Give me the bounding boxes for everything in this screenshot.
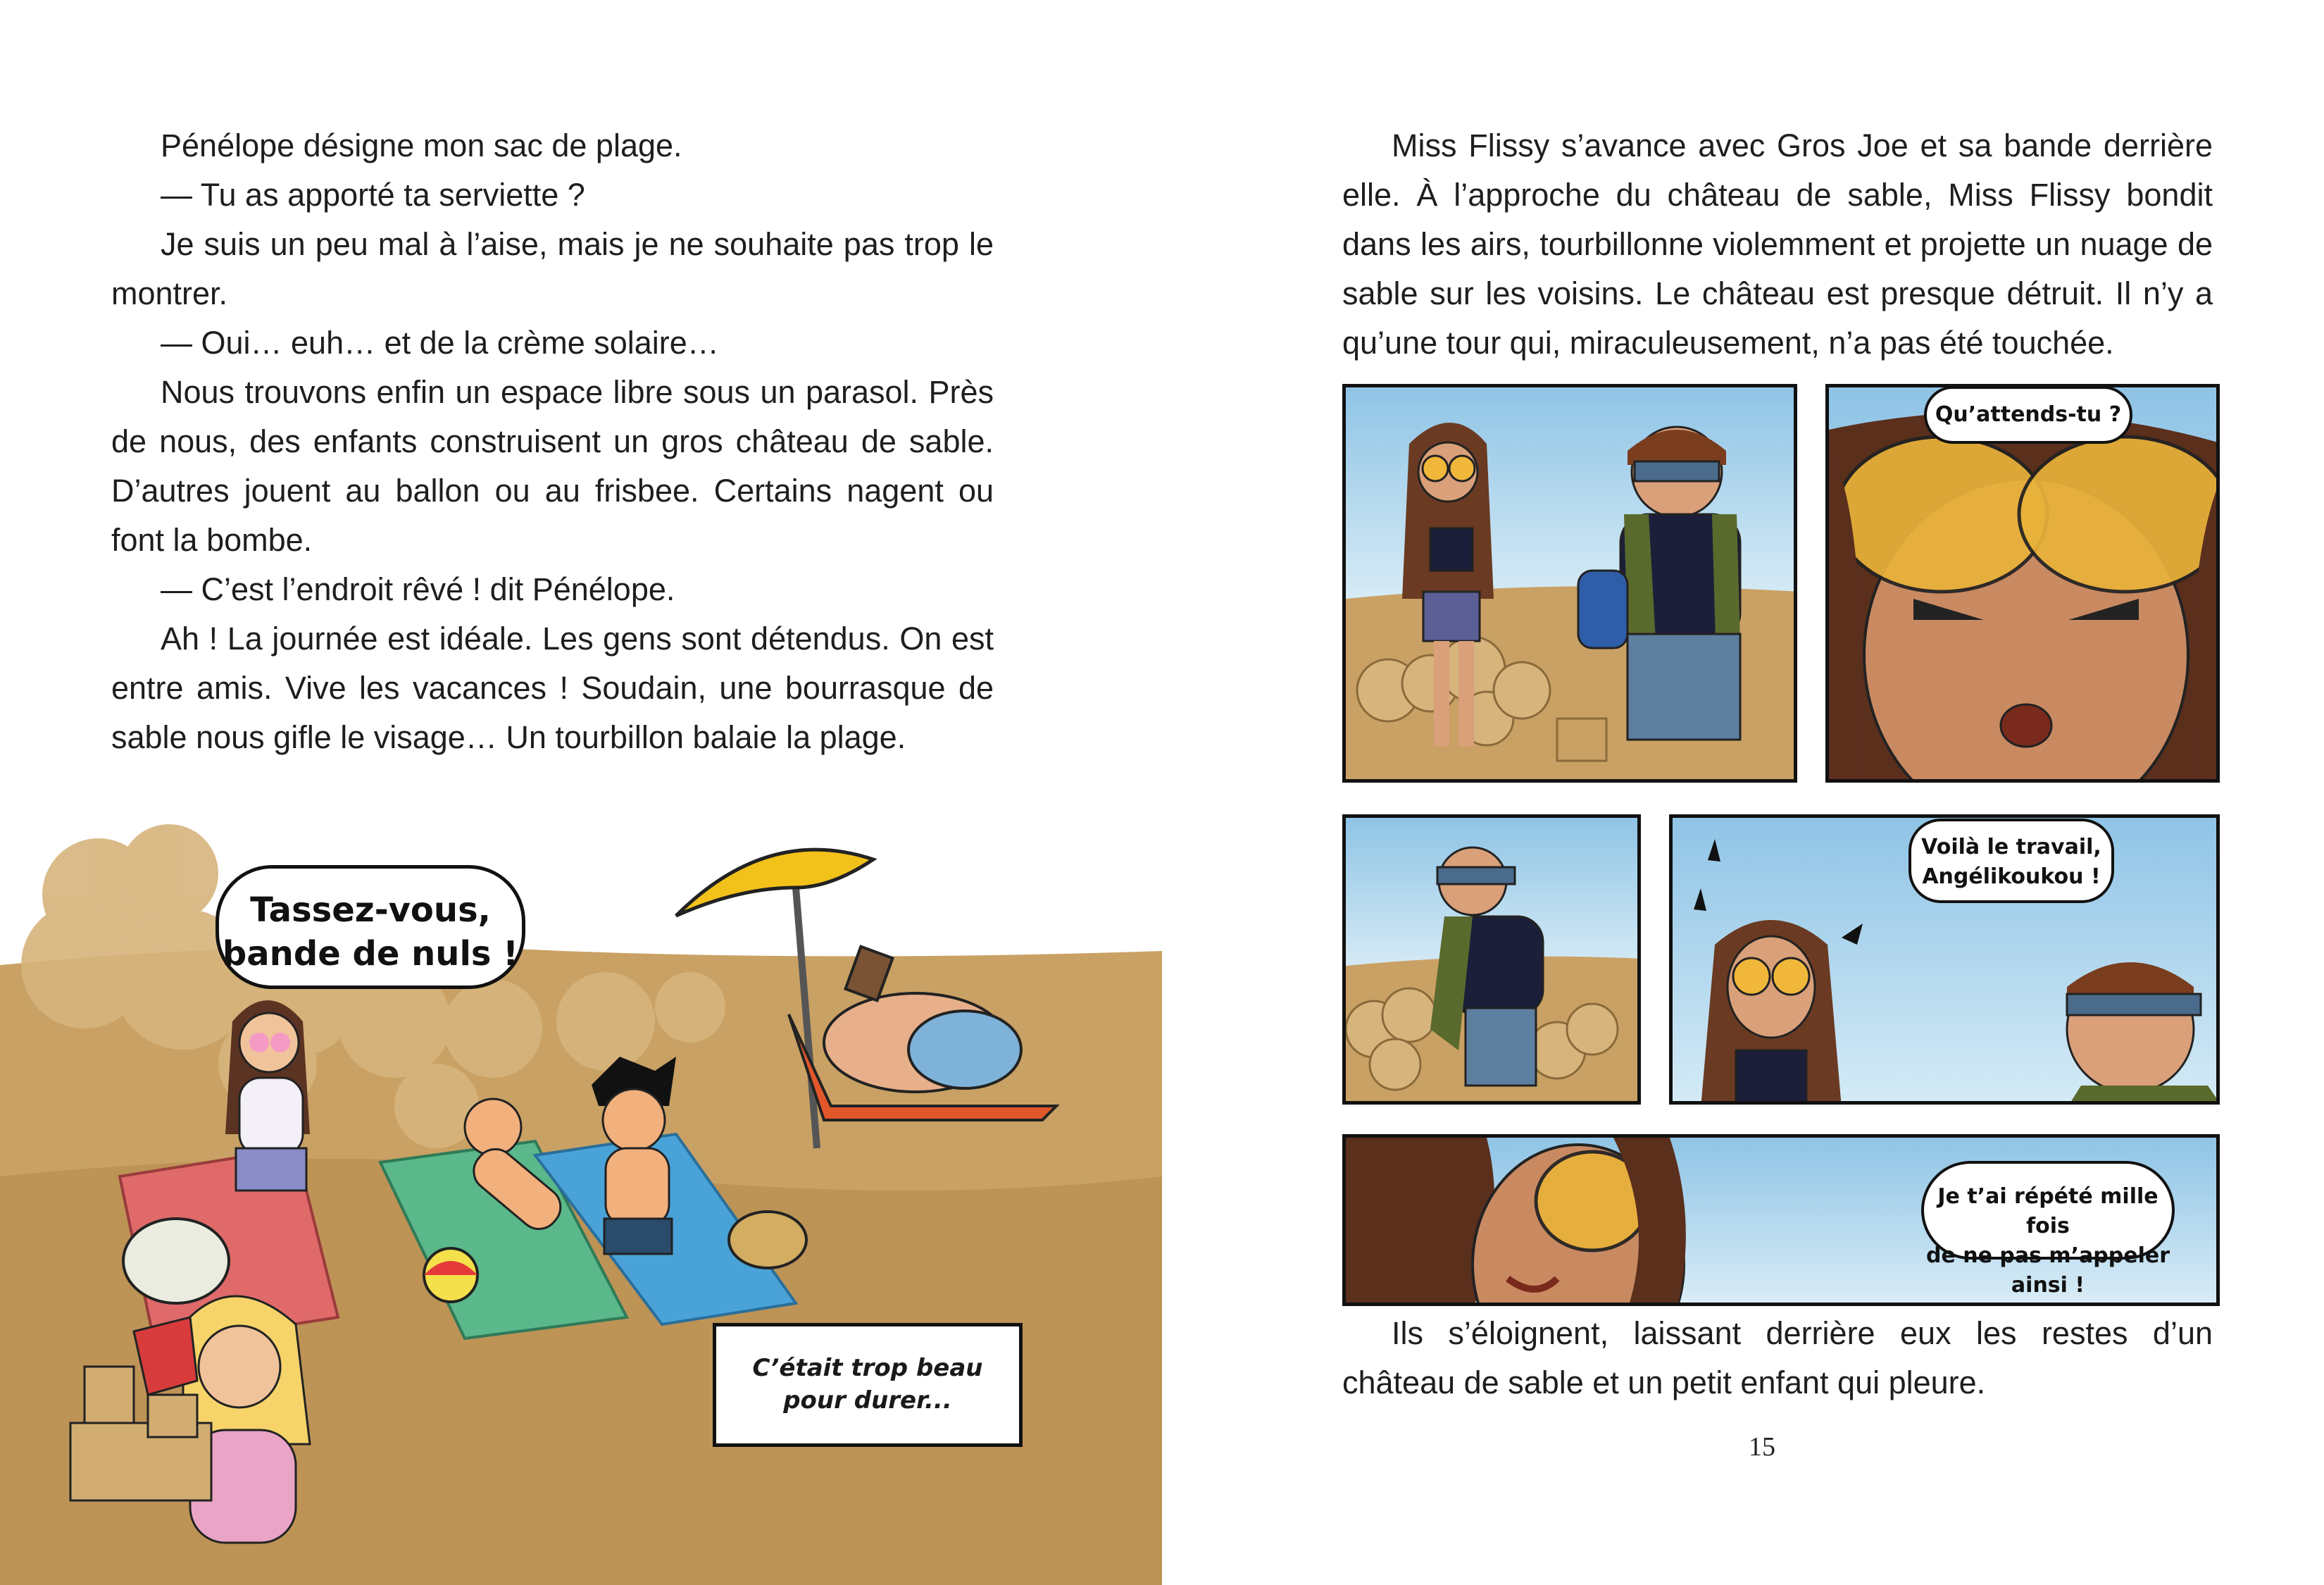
speech-bubble-tassez <box>215 865 525 989</box>
caption-line: pour durer... <box>783 1386 952 1415</box>
speech-line: Voilà le travail, <box>1921 835 2101 859</box>
speech-bubble-repete <box>1921 1161 2175 1298</box>
panel-1-art <box>1346 387 1797 783</box>
dialogue-line: — Oui… euh… et de la crème solaire… <box>161 325 719 361</box>
right-page-closing <box>1342 1309 2213 1407</box>
beach-illustration <box>0 810 1162 1585</box>
speech-line: Angélikoukou ! <box>1922 864 2101 889</box>
sand-sack <box>729 1212 806 1268</box>
speech-bubble-quattends <box>1924 386 2132 444</box>
paragraph: Je suis un peu mal à l’aise, mais je ne souhaite pas trop le montrer. <box>111 226 994 311</box>
beach-scene-art <box>0 810 1162 1585</box>
miss-flissy-close <box>1701 920 1842 1105</box>
speech-line: Tassez-vous, <box>250 890 491 930</box>
paragraph: Miss Flissy s’avance avec Gros Joe et sa bande derrière elle. À l’approche du château de sable, Miss Flissy bondit dans les airs, tourbillonne violemment et projette un nuage de sable sur les voisins. Le château est presque détruit. Il n’y a qu’une tour qui, miraculeusement, n’a pas été touchée. <box>1342 128 2213 361</box>
beach-bag <box>123 1219 229 1303</box>
blue-bottle <box>1578 571 1628 648</box>
paragraph: Nous trouvons enfin un espace libre sous un parasol. Près de nous, des enfants construisent un gros château de sable. D’autres jouent au ballon ou au frisbee. Certains nagent ou font la bombe. <box>111 374 994 558</box>
page-number: 15 <box>1749 1432 1775 1462</box>
caption-line: C’était trop beau <box>752 1354 983 1382</box>
paragraph: Pénélope désigne mon sac de plage. <box>161 128 682 163</box>
girl-character <box>225 1000 310 1191</box>
speech-line: de ne pas m’appeler ainsi ! <box>1925 1243 2170 1298</box>
right-page-intro <box>1342 121 2213 368</box>
gros-joe-grin <box>2067 962 2220 1105</box>
panel-3-art <box>1346 818 1641 1105</box>
right-page <box>1162 0 2324 1585</box>
dialogue-line: — Tu as apporté ta serviette ? <box>161 177 585 213</box>
paragraph: Ils s’éloignent, laissant derrière eux les restes d’un château de sable et un petit enfant qui pleure. <box>1342 1315 2213 1400</box>
comic-panel-3 <box>1342 814 1641 1105</box>
speech-line: Je t’ai répété mille fois <box>1937 1184 2159 1238</box>
paragraph: Ah ! La journée est idéale. Les gens sont détendus. On est entre amis. Vive les vacances ! Soudain, une bourrasque de sable nous gifle le visage… Un tourbillon balaie la plage. <box>111 621 994 755</box>
comic-panel-1 <box>1342 384 1797 783</box>
panel-2-art <box>1829 387 2220 783</box>
dialogue-line: — C’est l’endroit rêvé ! dit Pénélope. <box>161 571 675 607</box>
left-page-text <box>111 121 994 762</box>
castle-tower <box>1557 719 1606 761</box>
speech-line: bande de nuls ! <box>222 934 519 974</box>
caption-box <box>713 1323 1023 1447</box>
speech-line: Qu’attends-tu ? <box>1935 402 2122 427</box>
speech-bubble-voila <box>1908 819 2114 903</box>
